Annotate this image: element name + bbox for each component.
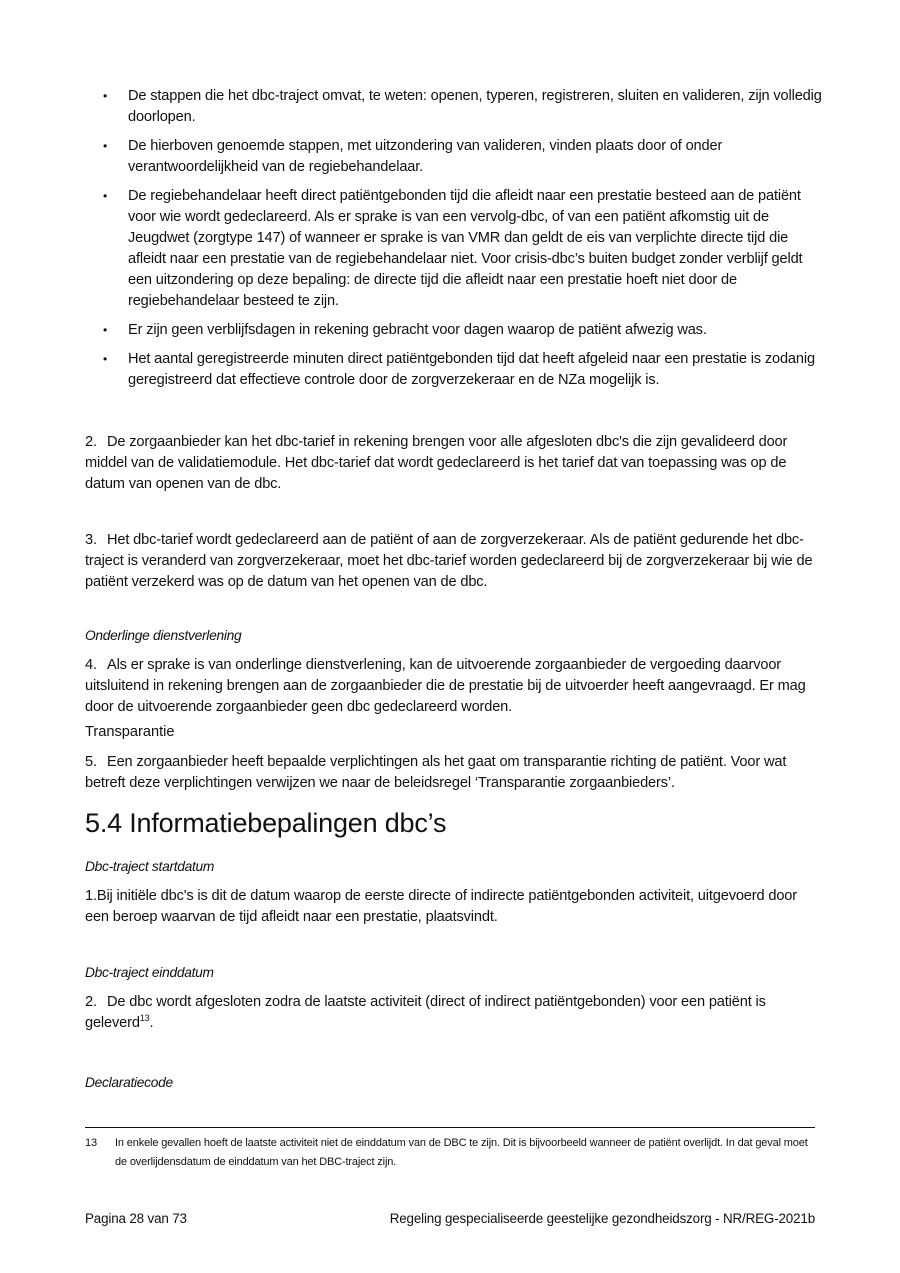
document-title: Regeling gespecialiseerde geestelijke gezondheidszorg - NR/REG-2021b bbox=[389, 1211, 815, 1226]
list-item: • De stappen die het dbc-traject omvat, te weten: openen, typeren, registreren, sluiten en valideren, zijn volledig doorlopen. bbox=[103, 88, 822, 125]
list-item: • De regiebehandelaar heeft direct patiëntgebonden tijd die afleidt naar een prestatie besteed aan de patiënt voor wie wordt gedeclareerd. Als er sprake is van een vervolg-dbc, of van een patiënt afkomstig uit de Jeugdwet (zorgtype 147) of wanneer er sprake is van VMR dan geldt de eis van verplichte directe tijd die afleidt naar een prestatie van de regiebehandelaar niet. Voor crisis-dbc’s buiten budget zonder verblijf geldt een uitzondering op deze bepaling: de directe tijd die afleidt naar een prestatie hoeft niet door de regiebehandelaar besteed te zijn. bbox=[103, 188, 803, 309]
list-item: • Er zijn geen verblijfsdagen in rekening gebracht voor dagen waarop de patiënt afwezig was. bbox=[103, 320, 823, 341]
subheading-onderlinge-dienstverlening: Onderlinge dienstverlening bbox=[85, 628, 242, 643]
bullet-icon: • bbox=[103, 189, 108, 203]
list-item: • De hierboven genoemde stappen, met uitzondering van valideren, vinden plaats door of onder verantwoordelijkheid van de regiebehandelaar. bbox=[103, 138, 723, 175]
footnote bbox=[85, 1134, 815, 1172]
bullet-icon: • bbox=[103, 139, 108, 153]
section-title: 5.4 Informatiebepalingen dbc’s bbox=[85, 808, 447, 838]
subheading-declaratiecode: Declaratiecode bbox=[85, 1075, 173, 1090]
paragraph-einddatum: 2. De dbc wordt afgesloten zodra de laatste activiteit (direct of indirect patiëntgebonden) voor een patiënt is geleverd$^{13}$. bbox=[85, 994, 766, 1031]
footnote-reference[interactable]: 13 bbox=[139, 1013, 150, 1024]
footnote-number: 13 bbox=[85, 1137, 97, 1149]
bullet-icon: • bbox=[103, 323, 108, 337]
paragraph-startdatum: 1.Bij initiële dbc's is dit de datum waarop de eerste directe of indirecte patiëntgebonden activiteit, uitgevoerd door een beroep waarvan de tijd afleidt naar een prestatie, plaatsvindt. bbox=[85, 888, 797, 925]
footnote-divider bbox=[85, 1127, 815, 1128]
paragraph-3: 3. Het dbc-tarief wordt gedeclareerd aan de patiënt of aan de zorgverzekeraar. Als de patiënt gedurende het dbc-traject is veranderd van zorgverzekeraar, moet het dbc-tarief worden gedeclareerd bij de zorgverzekeraar bij wie de patiënt verzekerd was op de datum van het openen van de dbc. bbox=[85, 532, 813, 590]
footnote-text: In enkele gevallen hoeft de laatste activiteit niet de einddatum van de DBC te zijn. Dit is bijvoorbeeld wanneer de patiënt overlijdt. In dat geval moet de overlijdensdatum de einddatum van het DBC-traject zijn. bbox=[115, 1137, 808, 1168]
subheading-startdatum: Dbc-traject startdatum bbox=[85, 859, 215, 874]
bullet-icon: • bbox=[103, 352, 108, 366]
paragraph-2: 2. De zorgaanbieder kan het dbc-tarief in rekening brengen voor alle afgesloten dbc's die zijn gevalideerd door middel van de validatiemodule. Het dbc-tarief dat wordt gedeclareerd is het tarief dat van toepassing was op de datum van openen van de dbc. bbox=[85, 434, 788, 492]
bullet-icon: • bbox=[103, 89, 108, 103]
list-item: • Het aantal geregistreerde minuten direct patiëntgebonden tijd dat heeft afgeleid naar een prestatie is zodanig geregistreerd dat effectieve controle door de zorgverzekeraar en de NZa mogelijk is. bbox=[103, 351, 815, 388]
paragraph-4: 4. Als er sprake is van onderlinge dienstverlening, kan de uitvoerende zorgaanbieder de vergoeding daarvoor uitsluitend in rekening brengen aan de zorgaanbieder die de prestatie bij de uitvoerder heeft aangevraagd. Er mag door de uitvoerende zorgaanbieder geen dbc gedeclareerd worden. bbox=[85, 657, 806, 715]
bullet-list bbox=[103, 86, 823, 399]
subheading-transparantie: Transparantie bbox=[85, 724, 175, 740]
page-number: Pagina 28 van 73 bbox=[85, 1211, 187, 1226]
subheading-einddatum: Dbc-traject einddatum bbox=[85, 965, 214, 980]
paragraph-5: 5. Een zorgaanbieder heeft bepaalde verplichtingen als het gaat om transparantie richting de patiënt. Voor wat betreft deze verplichtingen verwijzen we naar de beleidsregel ‘Transparantie zorgaanbieders’. bbox=[85, 754, 787, 791]
